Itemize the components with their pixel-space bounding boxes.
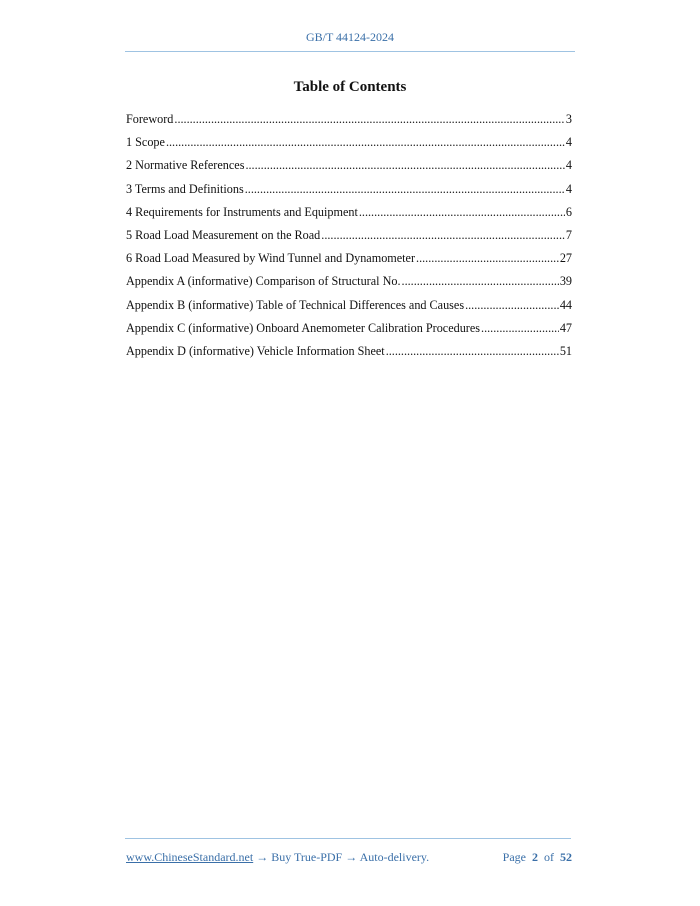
toc-entry-page: 44 bbox=[559, 297, 572, 312]
toc-entry-title: Foreword bbox=[126, 112, 174, 126]
toc-entry-title: Appendix B (informative) Table of Technical Differences and Causes bbox=[126, 297, 465, 312]
toc-entry-page: 3 bbox=[565, 112, 572, 126]
toc-entry-page: 47 bbox=[559, 320, 572, 335]
toc-entry-title: 4 Requirements for Instruments and Equipment bbox=[126, 204, 358, 219]
document-id-header: GB/T 44124-2024 bbox=[305, 30, 395, 44]
page-current: 2 bbox=[532, 850, 538, 864]
toc-entry-page: 6 bbox=[565, 204, 572, 219]
page-label: Page bbox=[502, 850, 526, 864]
toc-leader-dots bbox=[386, 343, 559, 360]
toc-entry-page: 27 bbox=[559, 251, 572, 266]
auto-delivery-text: Auto-delivery. bbox=[359, 850, 430, 864]
toc-entry-title: 6 Road Load Measured by Wind Tunnel and Dynamometer bbox=[126, 251, 416, 266]
toc-entry-title: 3 Terms and Definitions bbox=[126, 181, 244, 196]
toc-entry[interactable] bbox=[126, 250, 572, 273]
arrow-right-icon: → bbox=[345, 850, 358, 864]
toc-entry[interactable] bbox=[126, 343, 572, 366]
toc-entry[interactable] bbox=[126, 297, 572, 320]
toc-entry[interactable] bbox=[126, 157, 572, 180]
toc-entry[interactable] bbox=[126, 204, 572, 227]
page-of-label: of bbox=[544, 850, 554, 864]
toc-entry[interactable] bbox=[126, 273, 572, 296]
toc-entry-page: 39 bbox=[559, 274, 572, 289]
toc-leader-dots bbox=[416, 250, 559, 267]
toc-entry-page: 7 bbox=[565, 227, 572, 242]
toc-entry-page: 4 bbox=[565, 158, 572, 173]
arrow-right-icon: → bbox=[256, 850, 269, 864]
toc-leader-dots bbox=[465, 297, 559, 314]
page-number bbox=[503, 850, 572, 865]
toc-entry-page: 51 bbox=[559, 343, 572, 358]
toc-leader-dots bbox=[166, 134, 565, 151]
toc-entry-page: 4 bbox=[565, 181, 572, 196]
toc-entry[interactable] bbox=[126, 111, 572, 134]
toc-entry-title: 1 Scope bbox=[126, 135, 165, 150]
toc-leader-dots bbox=[321, 227, 565, 244]
footer-promo bbox=[126, 850, 429, 865]
toc-leader-dots bbox=[174, 111, 565, 128]
toc-entry-title: 2 Normative References bbox=[126, 158, 245, 173]
toc-leader-dots bbox=[359, 204, 565, 221]
website-link[interactable]: www.ChineseStandard.net bbox=[126, 850, 254, 864]
page-footer bbox=[126, 850, 572, 865]
header-divider bbox=[125, 51, 575, 52]
toc-leader-dots bbox=[481, 320, 559, 337]
page-total: 52 bbox=[560, 850, 572, 864]
toc-entry-title: 5 Road Load Measurement on the Road bbox=[126, 227, 321, 242]
toc-entry-page: 4 bbox=[565, 135, 572, 150]
footer-divider bbox=[125, 838, 571, 839]
toc-entry-title: Appendix C (informative) Onboard Anemometer Calibration Procedures bbox=[126, 320, 481, 335]
buy-pdf-text: Buy True-PDF bbox=[271, 850, 343, 864]
toc-title: Table of Contents bbox=[293, 79, 407, 95]
toc-leader-dots bbox=[402, 273, 559, 290]
toc-entry[interactable] bbox=[126, 227, 572, 250]
toc-entry[interactable] bbox=[126, 134, 572, 157]
toc-entry[interactable] bbox=[126, 320, 572, 343]
toc-entry-title: Appendix D (informative) Vehicle Information Sheet bbox=[126, 343, 385, 358]
toc-list bbox=[126, 111, 572, 366]
toc-entry-title: Appendix A (informative) Comparison of Structural No. bbox=[126, 274, 401, 289]
toc-leader-dots bbox=[245, 181, 565, 198]
toc-entry[interactable] bbox=[126, 181, 572, 204]
toc-leader-dots bbox=[245, 157, 564, 174]
